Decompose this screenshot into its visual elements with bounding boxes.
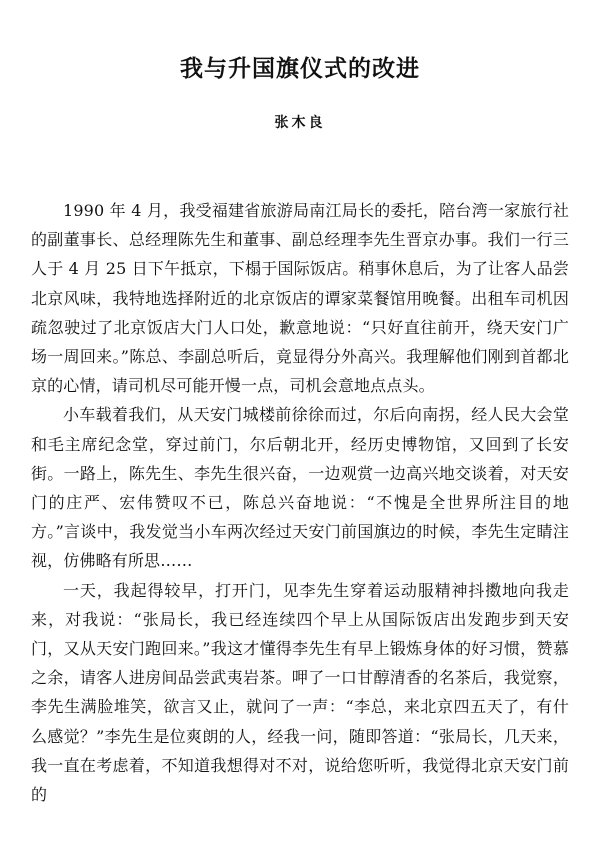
paragraph: 一天，我起得较早，打开门，见李先生穿着运动服精神抖擞地向我走来，对我说：“张局长，我已经连续四个早上从国际饭店出发跑步到天安门，又从天安门跑回来。”我这才懂得李先生有早上锻炼身体的好习惯，赞慕之余，请客人进房间品尝武夷岩茶。呷了一口甘醇清香的名茶后，我觉察，李先生满脸堆笑，欲言又止，就问了一声：“李总，来北京四五天了，有什么感觉？”李先生是位爽朗的人，经我一问，随即答道：“张局长，几天来，我一直在考虑着，不知道我想得对不对，说给您听听，我觉得北京天安门前的 [31, 580, 569, 805]
article-author: 张木良 [274, 115, 326, 131]
article-title: 我与升国旗仪式的改进 [180, 55, 420, 82]
paragraph: 1990 年 4 月，我受福建省旅游局南江局长的委托，陪台湾一家旅行社的副董事长、总经理陈先生和董事、副总经理李先生晋京办事。我们一行三人于 4 月 25 日下午抵京，下榻于国际饭店。稍事休息后，为了让客人品尝北京风味，我特地选择附近的北京饭店的谭家菜餐馆用晚餐。出租车司机因疏忽驶过了北京饭店大门人口处，歉意地说：“只好直往前开，绕天安门广场一周回来。”陈总、李副总听后，竟显得分外高兴。我理解他们刚到首都北京的心情，请司机尽可能开慢一点，司机会意地点点头。 [31, 201, 569, 396]
paragraph: 小车载着我们，从天安门城楼前徐徐而过，尔后向南拐，经人民大会堂和毛主席纪念堂，穿过前门，尔后朝北开，经历史博物馆，又回到了长安街。一路上，陈先生、李先生很兴奋，一边观赏一边高兴地交谈着，对天安门的庄严、宏伟赞叹不已，陈总兴奋地说：“不愧是全世界所注目的地方。”言谈中，我发觉当小车两次经过天安门前国旗边的时候，李先生定睛注视，仿佛略有所思…… [31, 405, 569, 571]
article-body [31, 196, 569, 809]
